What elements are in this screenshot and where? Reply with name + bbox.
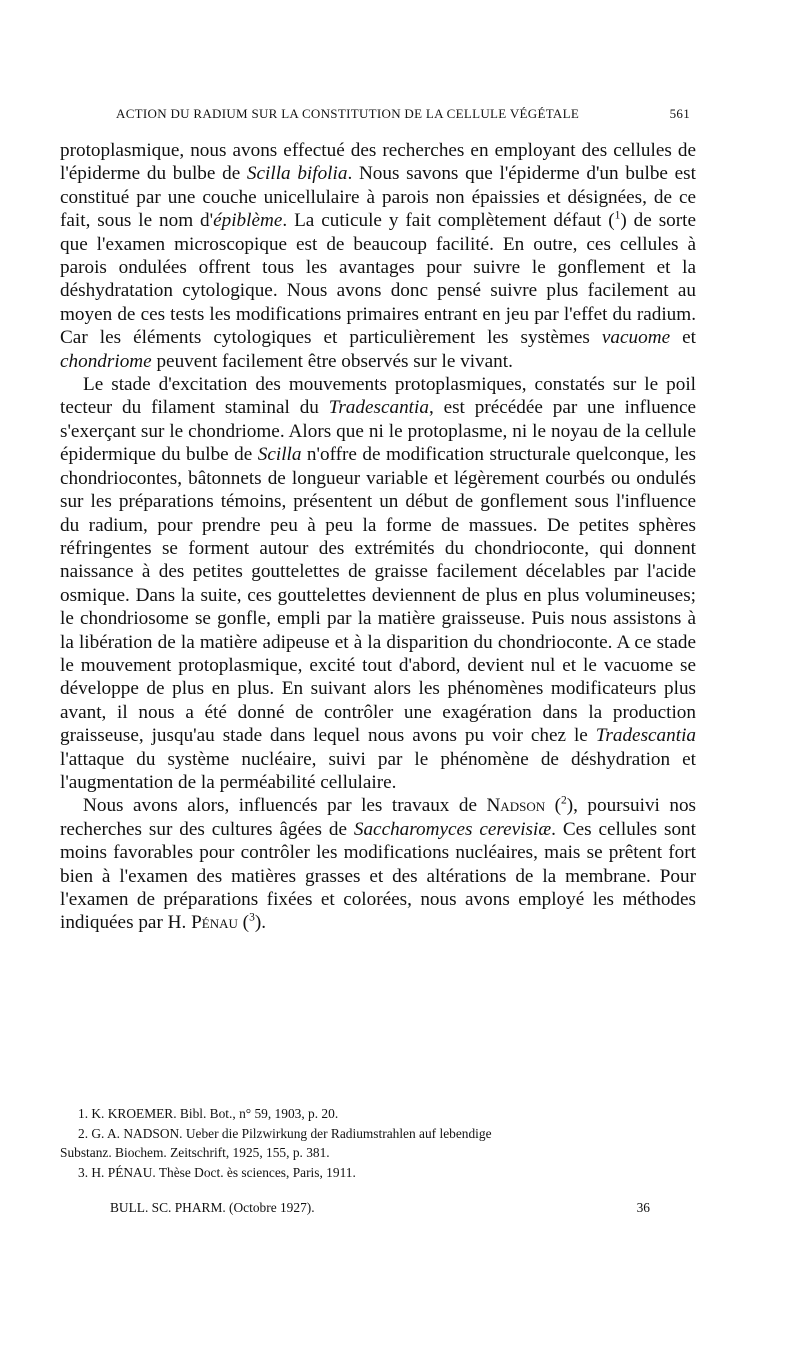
text-run: . Ces cellules sont moins favorables pour contrôler les modifications nucléaires, mais se prêtent fort bien à l'examen des matières grasses et des altérations de la membrane. Pour l'examen de préparations fixées et colorées, nous avons employé les méthodes indiquées par H. <box>60 818 696 934</box>
paragraph-2 <box>60 373 696 794</box>
running-title: ACTION DU RADIUM SUR LA CONSTITUTION DE LA CELLULE VÉGÉTALE <box>116 106 580 121</box>
footnote-ref: 1 <box>614 209 621 222</box>
footnote-3: Substanz. Biochem. Zeitschrift, 1925, 155, p. 381. <box>60 1145 330 1160</box>
text-run: ), poursuivi nos recherches sur des cultures âgées de <box>60 795 697 840</box>
text-run: ) de sorte que l'examen microscopique est de beaucoup facilité. En outre, ces cellules à parois ondulées offrent tous les avantages pour suivre le gonflement et la déshydratation cytologique. Nous avons donc pensé suivre plus facilement au moyen de ces tests les modifications primaires entrant en jeu par l'effet du radium. Car les éléments cytologiques et particulièrement les systèmes <box>60 210 696 349</box>
italic-term: Tradescantia <box>595 725 696 747</box>
text-run: ( <box>545 795 561 817</box>
text-run: l'attaque du système nucléaire, suivi par le phénomène de déshydration et l'augmentation de la perméabilité cellulaire. <box>60 748 696 793</box>
sheet-number: 36 <box>636 1200 650 1215</box>
italic-term: Tradescantia <box>328 397 429 419</box>
running-header <box>60 106 690 126</box>
italic-term: Scilla bifolia <box>246 163 348 185</box>
text-run: protoplasmique, nous avons effectué des recherches en employant des cellules de l'épiderme du bulbe de <box>60 140 696 185</box>
page-footer <box>110 1200 650 1220</box>
text-run: . La cuticule y fait complètement défaut ( <box>282 210 615 232</box>
paragraph-1 <box>60 139 696 373</box>
page-number: 561 <box>669 106 690 121</box>
footnote-1: 1. K. KROEMER. Bibl. Bot., n° 59, 1903, p. 20. <box>78 1106 339 1121</box>
text-run: ( <box>237 912 250 934</box>
text-run: n'offre de modification structurale quelconque, les chondriocontes, bâtonnets de longueur variable et légèrement courbés ou ondulés sur les préparations témoins, présentent un début de gonflement sous l'influence du radium, pour prendre peu à peu la forme de massues. De petites sphères réfringentes se forment autour des extrémités du chondrioconte, qui donnent naissance à des petites gouttelettes de graisse facilement décelables par l'acide osmique. Dans la suite, ces gouttelettes deviennent de plus en plus volumineuses; le chondriosome se gonfle, empli par la matière graisseuse. Puis nous assistons à la libération de la matière adipeuse et à la disparition du chondrioconte. A ce stade le mouvement protoplasmique, excité tout d'abord, devient nul et le vacuome se développe de plus en plus. En suivant alors les phénomènes modificateurs plus avant, il nous a été donné de contrôler une exagération dans la production graisseuse, jusqu'au stade dans lequel nous avons pu voir chez le <box>60 444 696 747</box>
text-run: Le stade d'excitation des mouvements protoplasmiques, constatés sur le poil tecteur du filament staminal du <box>60 374 696 419</box>
italic-term: Saccharomyces cerevisiæ <box>353 818 552 840</box>
author-name: Pénau <box>191 912 238 934</box>
footnotes <box>60 1104 696 1182</box>
italic-term: Scilla <box>257 444 302 466</box>
italic-term: chondriome <box>60 350 152 372</box>
footnote-2: 2. G. A. NADSON. Ueber die Pilzwirkung der Radiumstrahlen auf lebendige <box>78 1125 492 1141</box>
italic-term: vacuome <box>601 327 671 349</box>
footnote-ref: 3 <box>249 912 255 925</box>
journal-citation: BULL. SC. PHARM. (Octobre 1927). <box>110 1200 315 1215</box>
body-text <box>60 139 696 935</box>
text-run: , est précédée par une influence s'exerçant sur le chondriome. Alors que ni le protoplasme, ni le noyau de la cellule épidermique du bulbe de <box>60 397 696 466</box>
text-run: et <box>670 327 696 349</box>
footnote-ref: 2 <box>560 794 567 807</box>
text-run: ). <box>254 912 267 934</box>
footnote-4: 3. H. PÉNAU. Thèse Doct. ès sciences, Paris, 1911. <box>78 1164 356 1180</box>
italic-term: épiblème <box>213 210 283 232</box>
text-run: peuvent facilement être observés sur le vivant. <box>151 350 513 372</box>
text-run: . Nous savons que l'épiderme d'un bulbe est constitué par une couche unicellulaire à parois non épaissies et désignées, de ce fait, sous le nom d' <box>60 163 696 232</box>
author-name: Nadson <box>486 795 546 817</box>
paragraph-3 <box>60 794 696 934</box>
text-run: Nous avons alors, influencés par les travaux de <box>83 795 487 817</box>
